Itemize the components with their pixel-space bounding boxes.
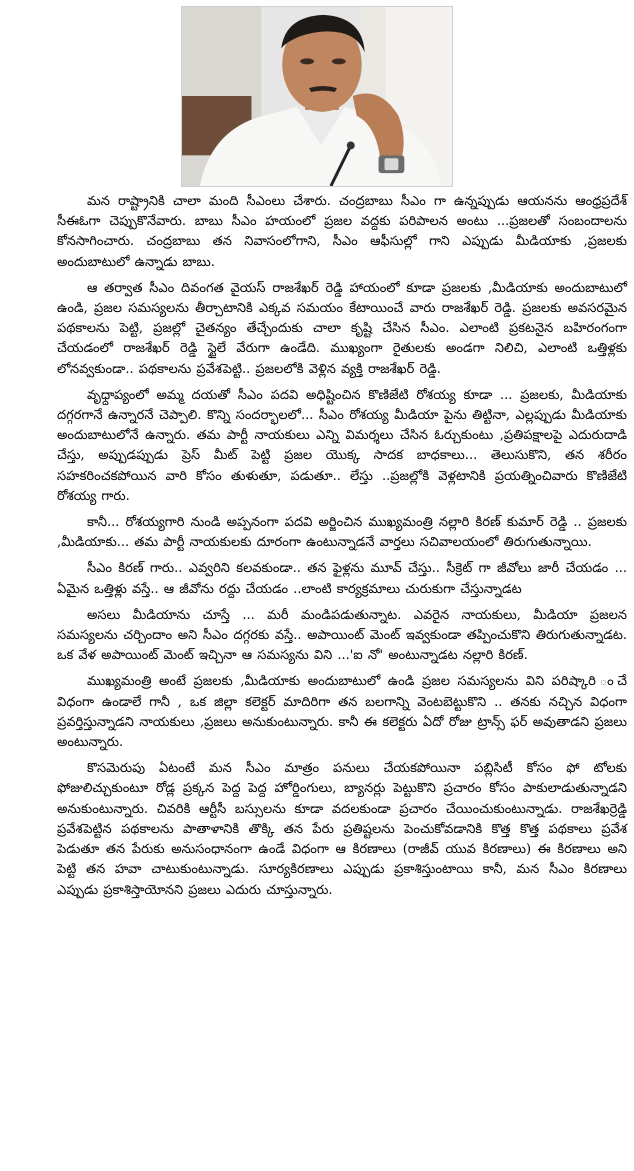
portrait-image — [182, 7, 452, 186]
paragraph-publicity: కొసమెరుపు ఏటంటే మన సీఎం మాత్రం పనులు చేయకపోయినా పబ్లిసిటీ కోసం ఫో టోలకు ఫోజులిచ్చుకుంటూ రోడ్ల ప్రక్కన పెద్ద పెద్ద హోర్డింగులు, బ్యానర్లు పెట్టుకొని ప్రచారం కోసం పాకులాడుతున్నాడని అనుకుంటున్నారు. చివరికి ఆర్టీసీ బస్సులను కూడా వదలకుండా ప్రచారం చేయించుకుంటున్నాడు. రాజశేఖర్రెడ్డి ప్రవేశపెట్టిన పథకాలను పాతాళానికి తొక్కి తన పేరు ప్రతిష్టలను పెంచుకోవడానికి కొత్త కొత్త పథకాలు ప్రవేశ పెడుతూ తన పేరుకు అనుసంధానంగా ఉండే విధంగా ఆ కిరణాలు (రాజీవ్ యువ కిరణాలు) ఈ కిరణాలు అని పెట్టి తన హవా చాటుకుంటున్నాడు. సూర్యకిరణాలు ఎప్పుడు ప్రకాశిస్తుంటాయి కానీ, మన సీఎం కిరణాలు ఎప్పుడు ప్రకాశిస్తాయోనని ప్రజలు ఎదురు చూస్తున్నారు. — [57, 761, 627, 898]
paragraph-collector: ముఖ్యమంత్రి అంటే ప్రజలకు ,మీడియాకు అందుబాటులో ఉండి ప్రజల సమస్యలను విని పరిష్కారి ంచే విధంగా ఉండాలే గానీ , ఒక జిల్లా కలెక్టర్ మాదిరిగా తన బలగాన్ని వెంటబెట్టుకొని .. తనకు నచ్చిన విధంగా ప్రవర్తిస్తున్నాడని నాయకులు ,ప్రజలు అనుకుంటున్నారు. కానీ ఈ కలెక్టరు ఏదో రోజు ట్రాన్స్ ఫర్ అవుతాడని ప్రజలు అంటున్నారు. — [57, 674, 627, 751]
article-body — [57, 192, 627, 907]
paragraph-rajasekhar-reddy: ఆ తర్వాత సీఎం దివంగత వైయస్ రాజశేఖర్ రెడ్డి హాయంలో కూడా ప్రజలకు ,మీడియాకు అందుబాటులో ఉండి, ప్రజల సమస్యలను తీర్చాటానికి ఎక్కవ సమయం కేటాయించే వారు రాజశేఖర్ రెడ్డి. ప్రజలకు అవసరమైన పథకాలను పెట్టి, ప్రజల్లో చైతన్యం తేచ్చేందుకు చాలా కృష్టి చేసిన సీఎం. ఎలాంటి ప్రకటనైన బహిరంగంగా చేయడంలో రాజశేఖర్ రెడ్డి స్టైలే వేరుగా ఉండేది. ముఖ్యంగా రైతులకు అండగా నిలిచి, ఎలాంటి ఒత్తిళ్లకు లోనవ్వకుండా.. పథకాలను ప్రవేశపెట్టి.. ప్రజలలోకి వెళ్లిన వ్యక్తి రాజశేఖర్ రెడ్డి. — [57, 280, 627, 377]
paragraph-secret-gos: సీఎం కిరణ్ గారు.. ఎవ్వరిని కలవకుండా.. తన ఫైళ్లను మూవ్ చేస్తు.. సీక్రెట్ గా జీవోలు జారీ చేయడం ... ఏమైన ఒత్తిళ్లు వస్తే.. ఆ జీవోను రద్దు చేయడం ..లాంటి కార్యక్రమాలు చురుకుగా చేస్తున్నాడట — [57, 561, 627, 597]
article-photo — [181, 6, 453, 187]
paragraph-chandrababu: మన రాష్ట్రానికి చాలా మంది సీఎంలు చేశారు. చంద్రబాబు సీఎం గా ఉన్నప్పుడు ఆయనను ఆంధ్రప్రదేశ్ సీఈఓగా చెప్పుకొనేవారు. బాబు సీఎం హయంలో ప్రజల వద్దకు పరిపాలన అంటు ...ప్రజలతో సంబందాలను కోనసాగించారు. చంద్రబాబు తన నివాసంలోగాని, సీఎం ఆఫీసుల్లో గాని ఎప్పుడు మీడియాకు ,ప్రజలకు అందుబాటులో ఉన్నాడు బాబు. — [57, 194, 627, 270]
paragraph-media: అసలు మీడియాను చూస్తే ... మరీ మండిపడుతున్నాట. ఎవరైన నాయకులు, మీడియా ప్రజలన సమస్యలను చర్చిందాం అని సీఎం దగ్గరకు వస్తే.. అపాయింట్ మెంట్ ఇవ్వకుండా తప్పించుకొని తిరుగుతున్నాడట. ఒక వేళ అపాయింట్ మెంట్ ఇచ్చినా ఆ సమస్యను విని ...'ఐ నో' అంటున్నాడట నల్లారి కిరణ్. — [57, 607, 627, 664]
paragraph-rosaiah: వృధ్దాప్యంలో అమ్మ దయతో సీఎం పదవి అధిష్టించిన కొణిజేటి రోశయ్య కూడా ... ప్రజలకు, మీడియాకు దగ్గరగానే ఉన్నారనే చెప్పాలి. కొన్ని సందర్భాలలో... సీఎం రోశయ్య మీడియా పైను తిట్టినా, ఎల్లప్పుడు మీడియాకు అందుబాటులోనే ఉన్నారు. తమ పార్టీ నాయకులు ఎన్ని విమర్శలు చేసిన ఓర్చుకుంటు ,ప్రతిపక్షాలపై ఎదురుదాడి చేస్తు, అప్పుడప్పుడు ప్రెస్ మీట్ పెట్టి ప్రజల యొక్క సాదక బాధకాలు... తెలుసుకొని, తన శరీరం సహకరించకపోయిన వారి కోసం తుళుతూ, పడుతూ.. లేస్తు ..ప్రజల్లోకి వెళ్లటానికి ప్రయత్నించివారు కొణిజేటి రోశయ్య గారు. — [57, 387, 627, 504]
paragraph-kiran-distance: కానీ... రోశయ్యగారి నుండి అప్పనంగా పదవి అర్జించిన ముఖ్యమంత్రి నల్లారి కిరణ్ కుమార్ రెడ్డి .. ప్రజలకు ,మీడియాకు... తమ పార్టీ నాయకులకు దూరంగా ఉంటున్నాడనే వార్తలు సచివాలయంలో తిరుగుతున్నాయి. — [57, 515, 627, 551]
